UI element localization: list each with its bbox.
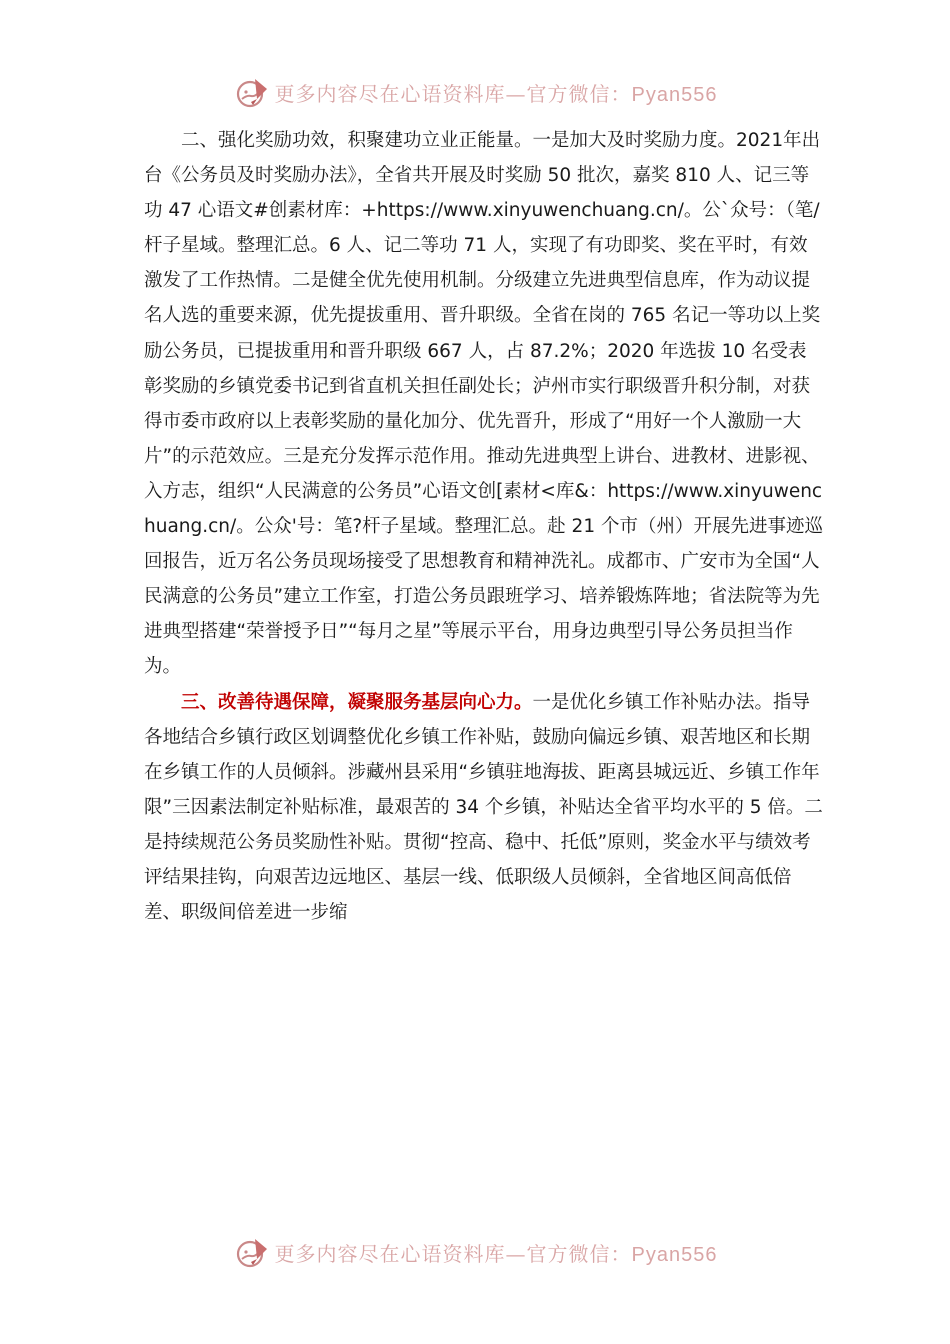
banner-text: 更多内容尽在心语资料库—官方微信：Pyan556 (274, 81, 718, 106)
banner-text: 更多内容尽在心语资料库—官方微信：Pyan556 (274, 1241, 718, 1266)
pen-logo-icon (233, 1235, 271, 1269)
paragraph-body: 二、强化奖励功效，积聚建功立业正能量。一是加大及时奖励力度。2021年出台《公务员及时奖励办法》，全省共开展及时奖励 50 批次，嘉奖 810 人、记三等功 47 心语文#创素材库：+https://www.xinyuwenchuang.cn/。公`众号：（笔/杆子星域。整理汇总。6 人、记二等功 71 人，实现了有功即奖、奖在平时，有效激发了工作热情。二是健全优先使用机制。分级建立先进典型信息库，作为动议提名人选的重要来源，优先提拔重用、晋升职级。全省在岗的 765 名记一等功以上奖励公务员，已提拔重用和晋升职级 667 人，占 87.2%；2020 年选拔 10 名受表彰奖励的乡镇党委书记到省直机关担任副处长；泸州市实行职级晋升积分制，对获得市委市政府以上表彰奖励的量化加分、优先晋升，形成了“用好一个人激励一大片”的示范效应。三是充分发挥示范作用。推动先进典型上讲台、进教材、进影视、入方志，组织“人民满意的公务员”心语文创[素材<库&：https://www.xinyuwenchuang.cn/。公众'号：笔?杆子星域。整理汇总。赴 21 个市（州）开展先进事迹巡回报告，近万名公务员现场接受了思想教育和精神洗礼。成都市、广安市为全国“人民满意的公务员”建立工作室，打造公务员跟班学习、培养锻炼阵地；省法院等为先进典型搭建“荣誉授予日”“每月之星”等展示平台，用身边典型引导公务员担当作为。 (144, 130, 823, 678)
header-banner (0, 72, 950, 112)
document-body (144, 123, 824, 930)
paragraph-benefits (144, 685, 824, 931)
footer-banner (0, 1232, 950, 1272)
paragraph-body: 一是优化乡镇工作补贴办法。指导各地结合乡镇行政区划调整优化乡镇工作补贴，鼓励向偏远乡镇、艰苦地区和长期在乡镇工作的人员倾斜。涉藏州县采用“乡镇驻地海拔、距离县城远近、乡镇工作年限”三因素法制定补贴标准，最艰苦的 34 个乡镇，补贴达全省平均水平的 5 倍。二是持续规范公务员奖励性补贴。贯彻“控高、稳中、托低”原则，奖金水平与绩效考评结果挂钩，向艰苦边远地区、基层一线、低职级人员倾斜，全省地区间高低倍差、职级间倍差进一步缩 (144, 691, 823, 924)
pen-logo-icon (233, 75, 271, 109)
section-heading: 三、改善待遇保障，凝聚服务基层向心力。 (181, 691, 533, 713)
paragraph-incentives (144, 123, 824, 685)
